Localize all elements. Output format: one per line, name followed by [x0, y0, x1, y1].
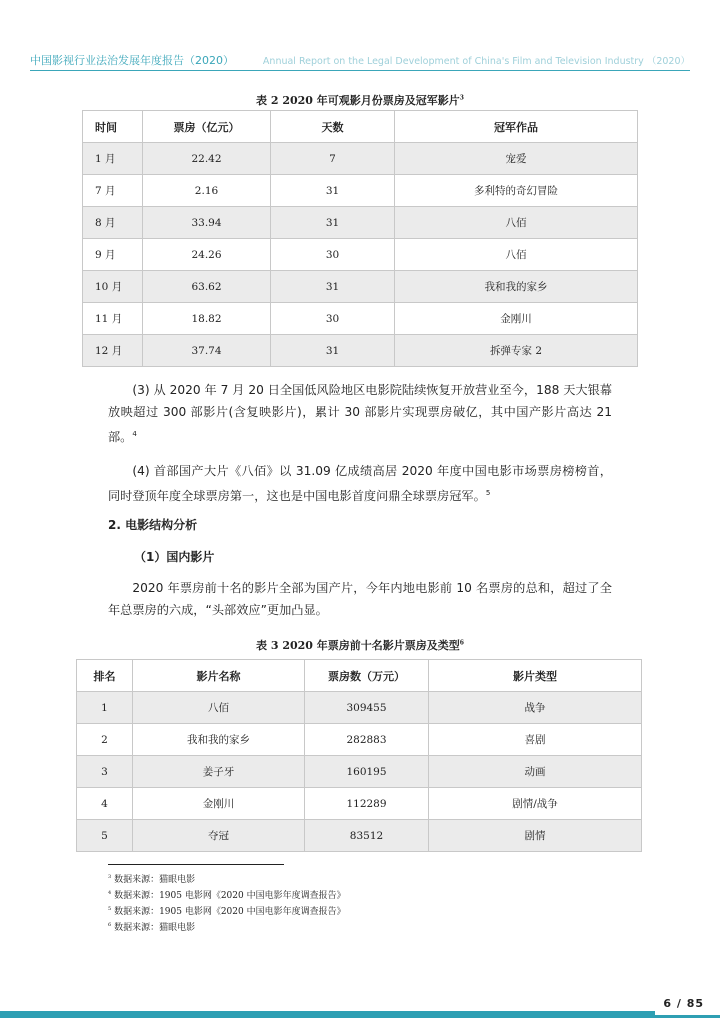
table-cell: 30: [271, 239, 395, 271]
table-row: [83, 175, 638, 207]
header-title-cn: 中国影视行业法治发展年度报告（2020）: [30, 54, 234, 67]
page-number: 6 / 85: [663, 997, 704, 1010]
table-cell: 剧情: [429, 820, 642, 852]
table-cell: 31: [271, 175, 395, 207]
table-row: [83, 271, 638, 303]
table-cell: 31: [271, 335, 395, 367]
table-cell: 7 月: [83, 175, 143, 207]
table-cell: 83512: [305, 820, 429, 852]
table-cell: 拆弹专家 2: [395, 335, 638, 367]
header-title-en: Annual Report on the Legal Development of China's Film and Television Industry （2020）: [262, 56, 690, 67]
table-cell: 多利特的奇幻冒险: [395, 175, 638, 207]
table-cell: 喜剧: [429, 724, 642, 756]
page-header: [30, 50, 690, 71]
table2-header-cell: 天数: [271, 111, 395, 143]
table-cell: 动画: [429, 756, 642, 788]
table-row: [77, 820, 642, 852]
table-cell: 7: [271, 143, 395, 175]
footnote: $^3$ 数据来源：猫眼电影: [108, 874, 196, 885]
table-cell: 22.42: [143, 143, 271, 175]
table-cell: 282883: [305, 724, 429, 756]
table3-caption: 表 3 2020 年票房前十名影片票房及类型$^6$: [256, 639, 464, 652]
table-row: [77, 724, 642, 756]
subsection-heading: （1）国内影片: [134, 550, 215, 564]
table-row: [83, 335, 638, 367]
section-heading: 2. 电影结构分析: [108, 518, 198, 532]
paragraph-domestic: 2020 年票房前十名的影片全部为国产片，今年内地电影前 10 名票房的总和，超过了全年总票房的六成，“头部效应”更加凸显。: [108, 581, 612, 617]
table3-header-cell: 影片类型: [429, 660, 642, 692]
table-cell: 309455: [305, 692, 429, 724]
table-cell: 9 月: [83, 239, 143, 271]
table3-header-cell: 排名: [77, 660, 133, 692]
table2-header-row: [83, 111, 638, 143]
table-cell: 我和我的家乡: [395, 271, 638, 303]
table-cell: 夺冠: [133, 820, 305, 852]
footnote-ref: 5: [485, 489, 491, 497]
table-cell: 1: [77, 692, 133, 724]
table-cell: 八佰: [133, 692, 305, 724]
table-row: [77, 788, 642, 820]
table-row: [83, 303, 638, 335]
table-cell: 18.82: [143, 303, 271, 335]
table3-header-cell: 票房数（万元）: [305, 660, 429, 692]
footer-accent-bar: [0, 1011, 655, 1018]
table-cell: 31: [271, 207, 395, 239]
table-cell: 2: [77, 724, 133, 756]
table3-header-cell: 影片名称: [133, 660, 305, 692]
table-cell: 我和我的家乡: [133, 724, 305, 756]
paragraph-3: (3) 从 2020 年 7 月 20 日全国低风险地区电影院陆续恢复开放营业至今，188 天大银幕放映超过 300 部影片(含复映影片)，累计 30 部影片实现票房破亿，其中国产影片高达 21 部。$^4$: [108, 383, 612, 445]
table-cell: 112289: [305, 788, 429, 820]
table-cell: 24.26: [143, 239, 271, 271]
table-cell: 11 月: [83, 303, 143, 335]
table-cell: 31: [271, 271, 395, 303]
table-cell: 2.16: [143, 175, 271, 207]
table-cell: 姜子牙: [133, 756, 305, 788]
table-cell: 3: [77, 756, 133, 788]
table-cell: 12 月: [83, 335, 143, 367]
table3: [76, 659, 642, 852]
table-cell: 10 月: [83, 271, 143, 303]
table-cell: 八佰: [395, 207, 638, 239]
table-cell: 5: [77, 820, 133, 852]
table-cell: 1 月: [83, 143, 143, 175]
table-cell: 37.74: [143, 335, 271, 367]
footnote: $^5$ 数据来源：1905 电影网《2020 中国电影年度调查报告》: [108, 906, 346, 917]
table2: [82, 110, 638, 367]
table-cell: 八佰: [395, 239, 638, 271]
table-cell: 金刚川: [395, 303, 638, 335]
footnote-separator: [108, 864, 284, 865]
table-row: [83, 143, 638, 175]
table-row: [83, 239, 638, 271]
table2-header-cell: 票房（亿元）: [143, 111, 271, 143]
table-cell: 金刚川: [133, 788, 305, 820]
table-cell: 30: [271, 303, 395, 335]
table3-header-row: [77, 660, 642, 692]
table-cell: 宠爱: [395, 143, 638, 175]
table2-header-cell: 时间: [83, 111, 143, 143]
table-row: [77, 756, 642, 788]
table2-caption: 表 2 2020 年可观影月份票房及冠军影片$^3$: [256, 94, 464, 107]
table-cell: 4: [77, 788, 133, 820]
table-cell: 战争: [429, 692, 642, 724]
footnote: $^6$ 数据来源：猫眼电影: [108, 922, 196, 933]
table2-header-cell: 冠军作品: [395, 111, 638, 143]
table-row: [83, 207, 638, 239]
footnotes: [108, 871, 346, 935]
footnote: $^4$ 数据来源：1905 电影网《2020 中国电影年度调查报告》: [108, 890, 346, 901]
table-cell: 33.94: [143, 207, 271, 239]
table-cell: 160195: [305, 756, 429, 788]
table3-caption-ref: 6: [459, 639, 464, 647]
table-cell: 剧情/战争: [429, 788, 642, 820]
footnote-ref: 4: [132, 430, 137, 438]
paragraph-4: (4) 首部国产大片《八佰》以 31.09 亿成绩高居 2020 年度中国电影市场票房榜榜首，同时登顶年度全球票房第一，这也是中国电影首度问鼎全球票房冠军。$^5$: [108, 464, 612, 504]
table-row: [77, 692, 642, 724]
table2-caption-ref: 3: [459, 94, 464, 102]
table-cell: 8 月: [83, 207, 143, 239]
table-cell: 63.62: [143, 271, 271, 303]
